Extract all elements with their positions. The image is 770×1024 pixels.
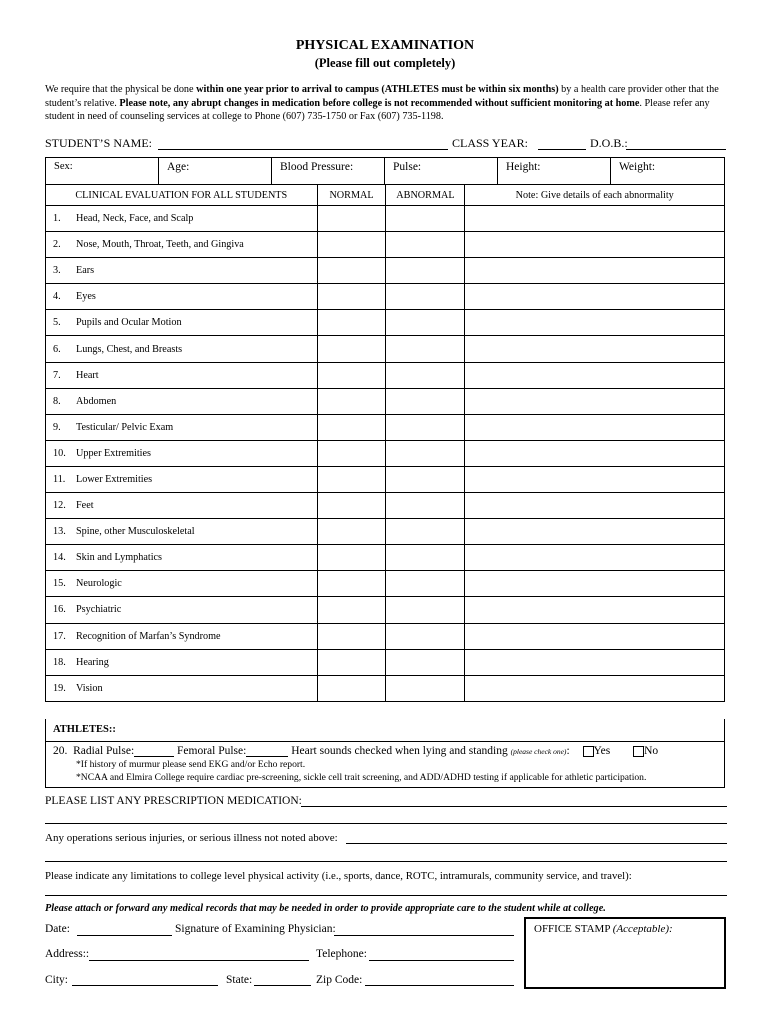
normal-cell[interactable]: [317, 519, 386, 545]
note-cell[interactable]: [465, 623, 725, 649]
femoral-pulse-field[interactable]: [246, 745, 288, 757]
item-label: Upper Extremities: [76, 447, 151, 459]
header-abnormal: ABNORMAL: [386, 185, 465, 206]
normal-cell[interactable]: [317, 649, 386, 675]
divider: [46, 741, 724, 742]
item-number: 11.: [53, 473, 66, 485]
dob-label: D.O.B.:: [590, 136, 628, 150]
normal-cell[interactable]: [317, 571, 386, 597]
evaluation-item: [46, 336, 318, 362]
note-cell[interactable]: [465, 519, 725, 545]
evaluation-item: [46, 206, 318, 232]
note-cell[interactable]: [465, 310, 725, 336]
operations-field[interactable]: [346, 843, 727, 844]
table-row: [46, 258, 725, 284]
normal-cell[interactable]: [317, 440, 386, 466]
table-row: [46, 675, 725, 701]
normal-cell[interactable]: [317, 623, 386, 649]
header-clinical-evaluation: CLINICAL EVALUATION FOR ALL STUDENTS: [46, 185, 318, 206]
item-label: Vision: [76, 682, 103, 694]
table-row: [46, 623, 725, 649]
no-label: No: [644, 745, 659, 757]
table-row: [46, 232, 725, 258]
note-cell[interactable]: [465, 388, 725, 414]
intro-bold-2: Please note, any abrupt changes in medication before college is not recommended without sufficient monitoring at home: [119, 97, 640, 109]
table-row: [46, 597, 725, 623]
office-stamp-note: (Acceptable):: [612, 923, 673, 935]
abnormal-cell[interactable]: [386, 336, 465, 362]
abnormal-cell[interactable]: [386, 519, 465, 545]
normal-cell[interactable]: [317, 206, 386, 232]
student-name-label: STUDENT’S NAME:: [45, 136, 152, 150]
abnormal-cell[interactable]: [386, 649, 465, 675]
abnormal-cell[interactable]: [386, 466, 465, 492]
signature-field[interactable]: [334, 935, 514, 936]
item-number: 12.: [53, 500, 66, 512]
evaluation-item: [46, 232, 318, 258]
ncaa-note: *NCAA and Elmira College require cardiac pre-screening, sickle cell trait screening, and ADD/ADHD testing if applicable for athletic participation.: [76, 772, 647, 783]
note-cell[interactable]: [465, 571, 725, 597]
note-cell[interactable]: [465, 545, 725, 571]
abnormal-cell[interactable]: [386, 310, 465, 336]
table-row: [46, 466, 725, 492]
abnormal-cell[interactable]: [386, 206, 465, 232]
item-label: Lower Extremities: [76, 473, 153, 485]
item-number: 8.: [53, 395, 61, 407]
page-subtitle: (Please fill out completely): [314, 56, 456, 70]
item-number: 10.: [53, 447, 66, 459]
item-label: Testicular/ Pelvic Exam: [76, 421, 174, 433]
vitals-pulse[interactable]: Pulse:: [385, 158, 498, 184]
item-number: 2.: [53, 239, 61, 251]
normal-cell[interactable]: [317, 310, 386, 336]
vitals-age[interactable]: Age:: [159, 158, 272, 184]
address-field[interactable]: [89, 960, 309, 961]
normal-cell[interactable]: [317, 493, 386, 519]
operations-label: Any operations serious injuries, or serious illness not noted above:: [45, 832, 338, 844]
table-row: [46, 519, 725, 545]
intro-text-1: We require that the physical be done: [45, 84, 197, 95]
evaluation-item: [46, 362, 318, 388]
item-label: Hearing: [76, 656, 109, 668]
class-year-field[interactable]: [538, 149, 586, 150]
abnormal-cell[interactable]: [386, 232, 465, 258]
normal-cell[interactable]: [317, 362, 386, 388]
records-note: Please attach or forward any medical records that may be needed in order to provide appropriate care to the student while at college.: [45, 903, 606, 914]
vitals-sex[interactable]: Sex:: [46, 158, 159, 184]
signature-label: Signature of Examining Physician:: [175, 923, 336, 935]
item-number: 14.: [53, 552, 66, 564]
normal-cell[interactable]: [317, 597, 386, 623]
item-number: 9.: [53, 421, 61, 433]
evaluation-item: [46, 623, 318, 649]
zip-label: Zip Code:: [316, 974, 363, 986]
telephone-label: Telephone:: [316, 948, 367, 960]
item-label: Pupils and Ocular Motion: [76, 317, 182, 329]
item-number: 15.: [53, 578, 66, 590]
evaluation-item: [46, 440, 318, 466]
evaluation-item: [46, 466, 318, 492]
item-number: 16.: [53, 604, 66, 616]
athletes-section: [45, 719, 725, 788]
address-label: Address::: [45, 948, 90, 960]
office-stamp-label: [534, 923, 673, 935]
item-label: Abdomen: [76, 395, 117, 407]
vitals-row: [45, 157, 725, 185]
item-number: 20.: [53, 745, 68, 757]
dob-field[interactable]: [626, 149, 726, 150]
office-stamp-box: [524, 917, 726, 989]
abnormal-cell[interactable]: [386, 545, 465, 571]
item-label: Nose, Mouth, Throat, Teeth, and Gingiva: [76, 239, 244, 251]
abnormal-cell[interactable]: [386, 493, 465, 519]
normal-cell[interactable]: [317, 284, 386, 310]
athletes-heading: ATHLETES::: [53, 724, 116, 735]
zip-field[interactable]: [365, 985, 514, 986]
evaluation-item: [46, 649, 318, 675]
note-cell[interactable]: [465, 258, 725, 284]
intro-paragraph: [45, 83, 735, 124]
intro-text-3: . Please refer any student in need of counseling services at college to Phone (607) 735-1750 or Fax (607) 735-1198.: [45, 97, 710, 123]
vitals-weight[interactable]: Weight:: [619, 161, 656, 173]
item-label: Recognition of Marfan’s Syndrome: [76, 630, 221, 642]
item-label: Eyes: [76, 291, 96, 303]
yes-label: Yes: [593, 745, 611, 757]
abnormal-cell[interactable]: [386, 284, 465, 310]
telephone-field[interactable]: [369, 960, 514, 961]
item-number: 7.: [53, 369, 61, 381]
yes-checkbox[interactable]: [583, 746, 594, 757]
abnormal-cell[interactable]: [386, 258, 465, 284]
date-label: Date:: [45, 923, 70, 935]
normal-cell[interactable]: [317, 336, 386, 362]
normal-cell[interactable]: [317, 675, 386, 701]
normal-cell[interactable]: [317, 466, 386, 492]
note-cell[interactable]: [465, 414, 725, 440]
class-year-label: CLASS YEAR:: [452, 136, 528, 150]
note-cell[interactable]: [465, 597, 725, 623]
radial-pulse-label: Radial Pulse:: [73, 745, 135, 757]
table-row: [46, 388, 725, 414]
item-number: 18.: [53, 656, 66, 668]
note-cell[interactable]: [465, 675, 725, 701]
header-note: Note: Give details of each abnormality: [465, 185, 725, 206]
item-number: 1.: [53, 213, 61, 225]
table-row: [46, 206, 725, 232]
femoral-pulse-label: Femoral Pulse:: [177, 745, 247, 757]
intro-text-2: by a health care provider other that the student’s relative.: [45, 84, 719, 109]
abnormal-cell[interactable]: [386, 388, 465, 414]
note-cell[interactable]: [465, 649, 725, 675]
normal-cell[interactable]: [317, 258, 386, 284]
note-cell[interactable]: [465, 284, 725, 310]
evaluation-item: [46, 519, 318, 545]
state-field[interactable]: [254, 985, 311, 986]
item-number: 17.: [53, 630, 66, 642]
table-row: [46, 310, 725, 336]
table-row: [46, 649, 725, 675]
item-number: 3.: [53, 265, 61, 277]
clinical-evaluation-table: [45, 184, 725, 702]
item-label: Skin and Lymphatics: [76, 552, 163, 564]
note-cell[interactable]: [465, 336, 725, 362]
evaluation-item: [46, 388, 318, 414]
intro-bold-1: within one year prior to arrival to campus (ATHLETES must be within six months): [196, 84, 559, 95]
abnormal-cell[interactable]: [386, 597, 465, 623]
table-row: [46, 493, 725, 519]
evaluation-item: [46, 571, 318, 597]
abnormal-cell[interactable]: [386, 414, 465, 440]
header-normal: NORMAL: [317, 185, 386, 206]
item-label: Psychiatric: [76, 604, 122, 616]
abnormal-cell[interactable]: [386, 623, 465, 649]
note-cell[interactable]: [465, 493, 725, 519]
radial-pulse-field[interactable]: [134, 745, 174, 757]
evaluation-item: [46, 545, 318, 571]
item-label: Feet: [76, 500, 94, 512]
page-title: PHYSICAL EXAMINATION: [295, 38, 475, 53]
normal-cell[interactable]: [317, 545, 386, 571]
abnormal-cell[interactable]: [386, 675, 465, 701]
item-number: 13.: [53, 526, 66, 538]
table-row: [46, 336, 725, 362]
normal-cell[interactable]: [317, 388, 386, 414]
evaluation-item: [46, 414, 318, 440]
normal-cell[interactable]: [317, 414, 386, 440]
city-field[interactable]: [72, 985, 218, 986]
note-cell[interactable]: [465, 362, 725, 388]
city-label: City:: [45, 974, 69, 986]
prescription-field-line-2[interactable]: [45, 823, 727, 824]
evaluation-item: [46, 284, 318, 310]
table-row: [46, 284, 725, 310]
student-name-field[interactable]: [158, 149, 448, 150]
note-cell[interactable]: [465, 206, 725, 232]
abnormal-cell[interactable]: [386, 362, 465, 388]
item-label: Lungs, Chest, and Breasts: [76, 343, 183, 355]
item-number: 6.: [53, 343, 61, 355]
table-row: [46, 571, 725, 597]
murmur-note: *If history of murmur please send EKG and/or Echo report.: [76, 759, 306, 770]
item-number: 5.: [53, 317, 61, 329]
table-row: [46, 545, 725, 571]
normal-cell[interactable]: [317, 232, 386, 258]
item-label: Head, Neck, Face, and Scalp: [76, 213, 194, 225]
table-row: [46, 440, 725, 466]
limitations-label: Please indicate any limitations to college level physical activity (i.e., sports, dance, ROTC, intramurals, community service, and travel):: [45, 870, 632, 882]
item-number: 19.: [53, 682, 66, 694]
evaluation-item: [46, 493, 318, 519]
note-cell[interactable]: [465, 466, 725, 492]
evaluation-item: [46, 675, 318, 701]
evaluation-item: [46, 258, 318, 284]
item-label: Ears: [76, 265, 95, 277]
athletes-item-20: 20. Radial Pulse: Femoral Pulse: Heart sounds checked when lying and standing (please check one): Yes No: [53, 745, 659, 757]
item-label: Heart: [76, 369, 99, 381]
evaluation-item: [46, 310, 318, 336]
item-label: Spine, other Musculoskeletal: [76, 526, 195, 538]
heart-sounds-label: Heart sounds checked when lying and standing: [291, 745, 508, 757]
note-cell[interactable]: [465, 232, 725, 258]
table-row: [46, 362, 725, 388]
office-stamp-text: OFFICE STAMP: [534, 923, 611, 935]
vitals-blood-pressure[interactable]: Blood Pressure:: [272, 158, 385, 184]
limitations-field[interactable]: [45, 895, 727, 896]
no-checkbox[interactable]: [633, 746, 644, 757]
evaluation-item: [46, 597, 318, 623]
item-label: Neurologic: [76, 578, 122, 590]
prescription-label: PLEASE LIST ANY PRESCRIPTION MEDICATION:: [45, 795, 302, 807]
note-cell[interactable]: [465, 440, 725, 466]
abnormal-cell[interactable]: [386, 571, 465, 597]
abnormal-cell[interactable]: [386, 440, 465, 466]
table-row: [46, 414, 725, 440]
table-header-row: [46, 185, 725, 206]
check-hint: (please check one): [510, 747, 567, 756]
operations-field-line-2[interactable]: [45, 861, 727, 862]
state-label: State:: [226, 974, 253, 986]
item-number: 4.: [53, 291, 61, 303]
date-field[interactable]: [77, 935, 172, 936]
vitals-height[interactable]: Height:: [498, 158, 611, 184]
prescription-field[interactable]: [301, 806, 727, 807]
